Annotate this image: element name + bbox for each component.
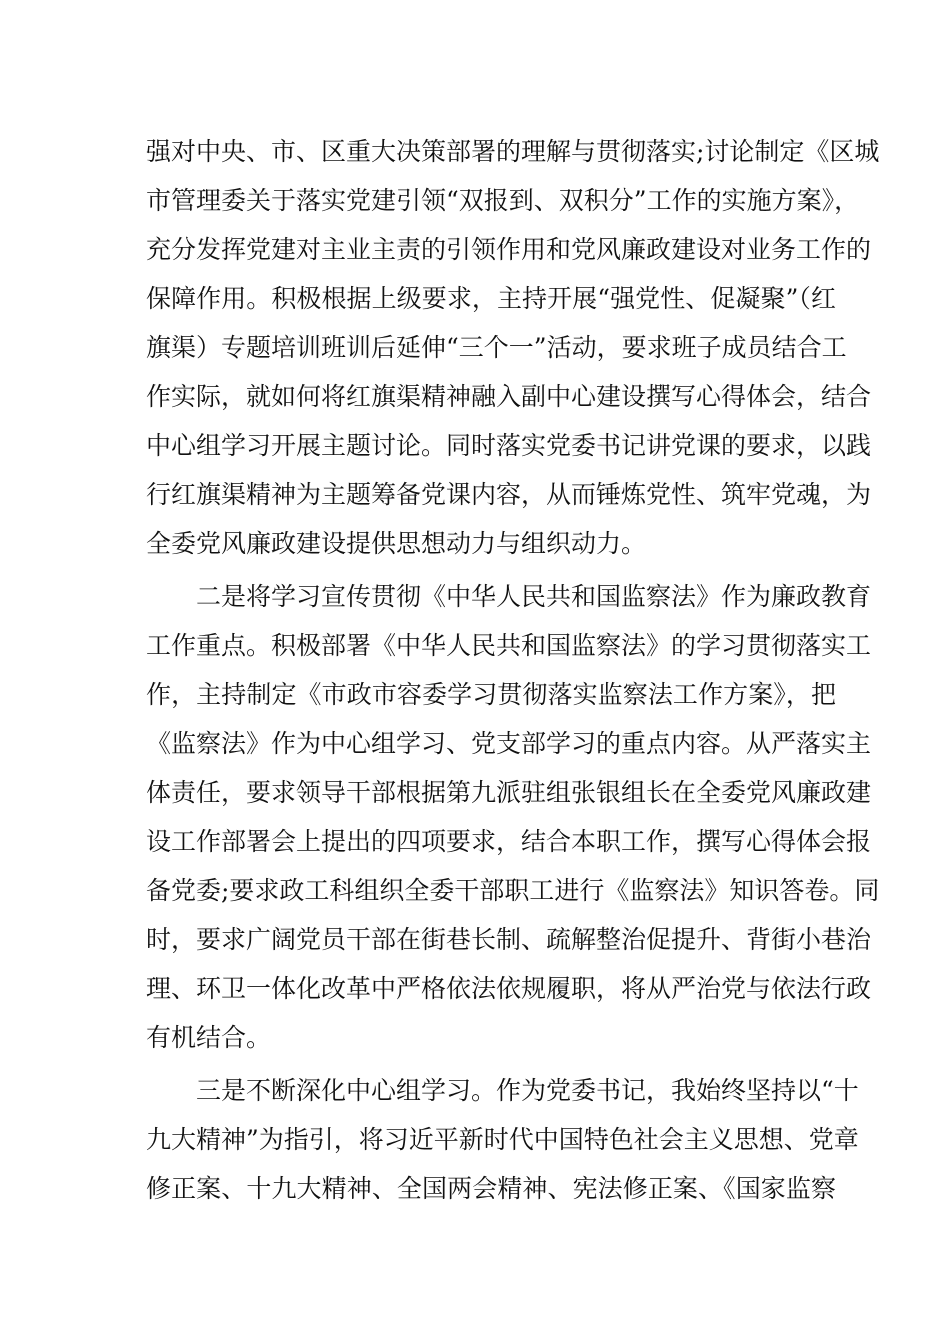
text-line: 理、环卫一体化改革中严格依法依规履职，将从严治党与依法行政: [146, 974, 872, 1003]
text-line: 有机结合。: [146, 1023, 272, 1052]
text-line: 行红旗渠精神为主题筹备党课内容，从而锤炼党性、筑牢党魂，为: [146, 480, 872, 509]
text-line: 修正案、十九大精神、全国两会精神、宪法修正案、《国家监察: [146, 1174, 836, 1203]
text-line: 工作重点。积极部署《中华人民共和国监察法》的学习贯彻落实工: [146, 631, 872, 660]
text-line: 设工作部署会上提出的四项要求，结合本职工作，撰写心得体会报: [146, 827, 872, 856]
text-line: 保障作用。积极根据上级要求，主持开展“强党性、促凝聚”（红: [146, 284, 836, 313]
text-line: 全委党风廉政建设提供思想动力与组织动力。: [146, 529, 647, 558]
paragraph-first-line: 二是将学习宣传贯彻《中华人民共和国监察法》作为廉政教育: [196, 582, 872, 611]
text-line: 充分发挥党建对主业主责的引领作用和党风廉政建设对业务工作的: [146, 235, 872, 264]
text-line: 《监察法》作为中心组学习、党支部学习的重点内容。从严落实主: [146, 729, 872, 758]
paragraph-first-line: 三是不断深化中心组学习。作为党委书记，我始终坚持以“十: [196, 1076, 859, 1105]
text-line: 九大精神”为指引，将习近平新时代中国特色社会主义思想、党章: [146, 1125, 859, 1154]
text-line: 作实际，就如何将红旗渠精神融入副中心建设撰写心得体会，结合: [146, 382, 872, 411]
text-line: 备党委;要求政工科组织全委干部职工进行《监察法》知识答卷。同: [146, 876, 880, 905]
text-line: 时，要求广阔党员干部在街巷长制、疏解整治促提升、背街小巷治: [146, 925, 872, 954]
text-line: 强对中央、市、区重大决策部署的理解与贯彻落实;讨论制定《区城: [146, 137, 880, 166]
text-line: 市管理委关于落实党建引领“双报到、双积分”工作的实施方案》，: [146, 186, 860, 215]
text-line: 体责任，要求领导干部根据第九派驻组张银组长在全委党风廉政建: [146, 778, 872, 807]
text-line: 旗渠）专题培训班训后延伸“三个一”活动，要求班子成员结合工: [146, 333, 847, 362]
text-line: 作，主持制定《市政市容委学习贯彻落实监察法工作方案》，把: [146, 680, 836, 709]
text-line: 中心组学习开展主题讨论。同时落实党委书记讲党课的要求，以践: [146, 431, 872, 460]
